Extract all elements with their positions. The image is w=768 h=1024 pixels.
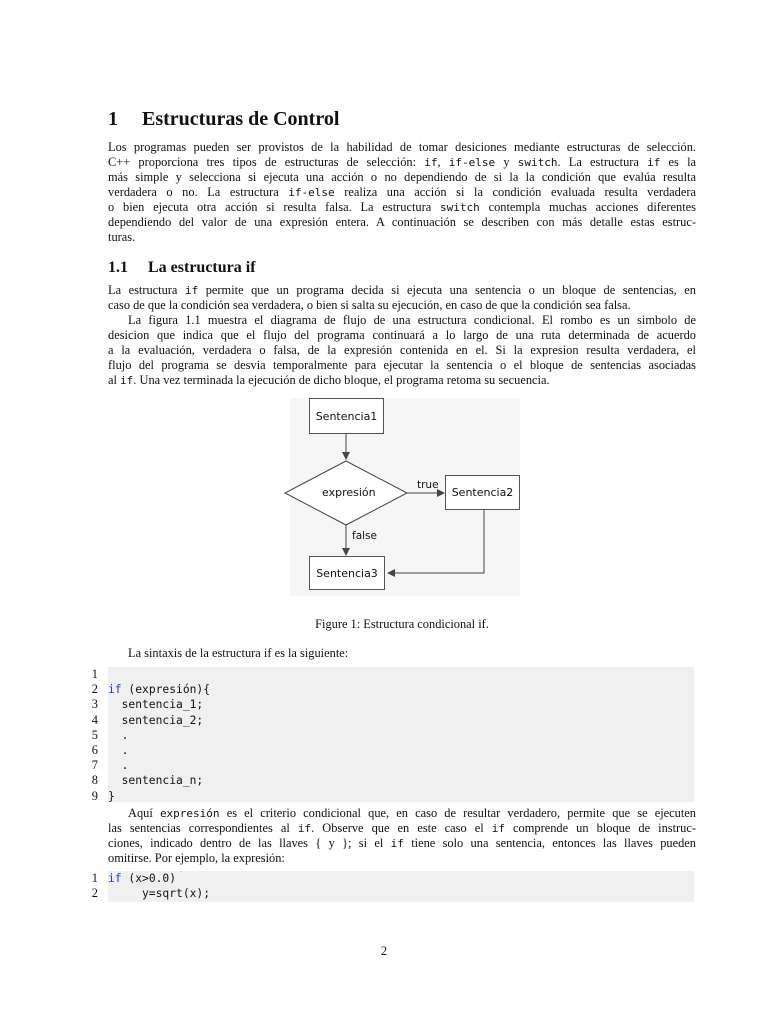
explanation-paragraph [108, 806, 696, 866]
arrow-s2-to-s3 [388, 510, 484, 573]
inline-code: if-else [448, 156, 496, 169]
text-run: La estructura [108, 283, 185, 297]
box-sentencia1: Sentencia1 [309, 398, 384, 434]
line-number: 6 [91, 742, 98, 757]
inline-code: switch [517, 156, 558, 169]
text-run: . Una vez terminada la ejecución de dicho bloque, el programa retoma su secuencia. [133, 373, 550, 387]
text-line [108, 806, 696, 821]
section-number: 1 [108, 108, 118, 130]
code-text: } [108, 789, 115, 803]
line-number: 7 [91, 758, 98, 773]
code-text: (x>0.0) [121, 872, 177, 885]
text-run: es la [660, 155, 697, 169]
line-number: 1 [91, 871, 98, 885]
code-line [91, 682, 694, 697]
text-run: omitirse. Por ejemplo, la expresión: [108, 851, 285, 865]
line-number: 2 [91, 886, 98, 901]
text-run: dependiendo del valor de una expresión entera. A continuación se describen con más detalle estas estruc- [108, 215, 696, 229]
text-run: permite que un programa decida si ejecuta una sentencia o un bloque de sentencias, en [198, 283, 696, 297]
code-line [91, 697, 694, 712]
inline-code: if [647, 156, 661, 169]
code-line [91, 886, 694, 901]
text-run: es el criterio condicional que, en caso de resultar verdadero, permite que se ejecuten [219, 806, 696, 820]
inline-code: if [297, 822, 312, 835]
text-run: . Observe que en este caso el [311, 821, 492, 835]
text-run: Los programas pueden ser provistos de la habilidad de tomar desiciones mediante estructuras de selección. [108, 140, 696, 154]
text-run: , [437, 155, 449, 169]
figure-caption: Figure 1: Estructura condicional if. [315, 617, 489, 631]
section-title: Estructuras de Control [142, 108, 340, 130]
line-number: 8 [91, 773, 98, 788]
text-run: ciones, indicado dentro de las llaves { y }; si el [108, 836, 391, 850]
page-number: 2 [380, 944, 388, 958]
keyword: if [108, 872, 122, 885]
keyword: if [108, 683, 122, 697]
inline-code: if [491, 822, 505, 835]
line-number: 5 [91, 727, 98, 742]
code-text: . [108, 728, 129, 742]
line-number: 1 [91, 667, 98, 681]
box-sentencia3: Sentencia3 [309, 556, 385, 590]
text-run: caso de que la condición sea verdadera, o bien si salta su ejecución, en caso de que la condición sea falsa. [108, 298, 631, 312]
code-text: . [108, 759, 129, 773]
code-block-example [91, 871, 694, 902]
code-line [91, 758, 694, 773]
code-block-syntax [91, 667, 694, 803]
text-run: turas. [108, 230, 136, 244]
text-run: verdadera o no. La estructura [108, 185, 289, 199]
code-line [91, 712, 694, 728]
label-false: false [352, 530, 377, 542]
code-line [91, 773, 694, 788]
inline-code: if [390, 837, 404, 850]
inline-code: if [120, 374, 134, 387]
text-run: o bien ejecuta otra acción si resulta falsa. La estructura [108, 200, 441, 214]
label-true: true [417, 479, 439, 491]
text-run: las sentencias correspondientes al [108, 821, 298, 835]
code-text: sentencia_n; [108, 774, 204, 788]
inline-code: if [424, 156, 438, 169]
code-line [91, 871, 694, 886]
text-line [108, 821, 696, 836]
text-run: a la evaluación, verdadera o falsa, de la expresión contenida en el. Si la expresion resulta verdadera, el [108, 343, 696, 357]
code-text: sentencia_2; [108, 713, 204, 727]
code-line [91, 742, 694, 758]
syntax-intro: La sintaxis de la estructura if es la siguiente: [128, 646, 349, 660]
inline-code: if [184, 284, 199, 297]
code-text: y=sqrt(x); [108, 887, 211, 901]
inline-code: if-else [288, 186, 335, 199]
code-line [91, 727, 694, 743]
text-run: C++ proporciona tres tipos de estructuras de selección: [108, 155, 425, 169]
text-run: más simple y selecciona si ejecuta una acción o no dependiendo de si la la condición que evalúa resulta [108, 170, 696, 184]
code-text: (expresión){ [121, 683, 211, 697]
line-number: 4 [91, 712, 98, 727]
text-run: realiza una acción si la condición evaluada resulta verdadera [334, 185, 696, 199]
text-run: y [495, 155, 518, 169]
text-run: . La estructura [557, 155, 648, 169]
text-run: comprende un bloque de instruc- [504, 821, 697, 835]
subsection-title: La estructura if [148, 259, 256, 276]
text-run: al [108, 373, 121, 387]
text-line [108, 851, 696, 866]
text-run: La figura 1.1 muestra el diagrama de flujo de una estructura condicional. El rombo es un simbolo de [128, 313, 696, 327]
box-sentencia2: Sentencia2 [445, 475, 520, 510]
code-line [91, 667, 694, 682]
text-run: flujo del programa se desvia temporalmente para ejecutar la sentencia o el bloque de sentencias asociadas [108, 358, 696, 372]
line-number: 3 [91, 697, 98, 712]
code-text: . [108, 743, 129, 757]
text-run: tiene solo una sentencia, entonces las llaves pueden [403, 836, 696, 850]
text-run: desicion que indica que el flujo del programa continuará a lo largo de una ruta determinada de acuerdo [108, 328, 696, 342]
code-text: sentencia_1; [108, 698, 204, 712]
line-number: 9 [91, 788, 98, 803]
text-run: contempla muchas acciones diferentes [479, 200, 696, 214]
line-number: 2 [91, 682, 98, 697]
inline-code: switch [440, 201, 480, 214]
inline-code: expresión [159, 807, 220, 820]
code-line [91, 788, 694, 804]
text-run: Aquí [128, 806, 160, 820]
subsection-number: 1.1 [108, 259, 128, 276]
text-line [108, 836, 696, 851]
diamond-label-expresion: expresión [322, 486, 376, 499]
